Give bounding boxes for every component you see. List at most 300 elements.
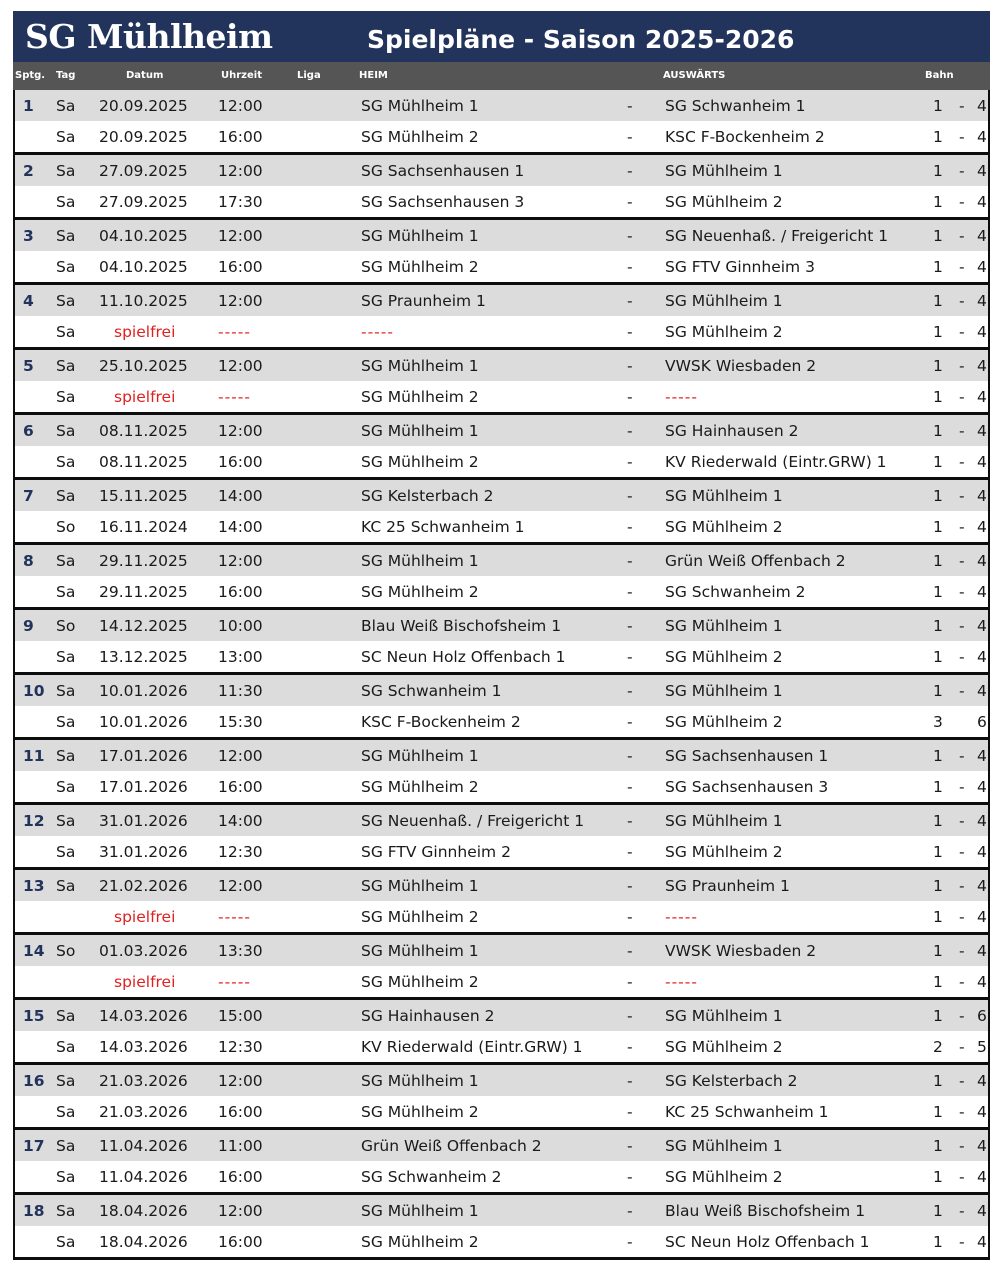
vs-separator: - bbox=[627, 388, 633, 406]
time: 16:00 bbox=[218, 1103, 263, 1121]
weekday: Sa bbox=[56, 682, 76, 700]
game-row bbox=[15, 1000, 988, 1031]
game-row bbox=[15, 870, 988, 901]
matchday-number: 2 bbox=[23, 162, 34, 180]
vs-separator: - bbox=[627, 778, 633, 796]
date: 18.04.2026 bbox=[99, 1233, 188, 1251]
time: 12:30 bbox=[218, 843, 263, 861]
date: 17.01.2026 bbox=[99, 778, 188, 796]
game-row bbox=[15, 350, 988, 381]
game-row bbox=[15, 121, 988, 152]
lane-separator: - bbox=[959, 877, 965, 895]
game-row bbox=[15, 706, 988, 737]
game-row bbox=[15, 285, 988, 316]
lane-separator: - bbox=[959, 1007, 965, 1025]
vs-separator: - bbox=[627, 1038, 633, 1056]
vs-separator: - bbox=[627, 1168, 633, 1186]
matchday-number: 6 bbox=[23, 422, 34, 440]
date: 31.01.2026 bbox=[99, 812, 188, 830]
away-team: ----- bbox=[665, 908, 698, 926]
weekday: Sa bbox=[56, 357, 76, 375]
vs-separator: - bbox=[627, 1103, 633, 1121]
weekday: So bbox=[56, 617, 76, 635]
matchday-number: 16 bbox=[23, 1072, 45, 1090]
away-team: SC Neun Holz Offenbach 1 bbox=[665, 1233, 870, 1251]
lane-separator: - bbox=[959, 227, 965, 245]
home-team: KC 25 Schwanheim 1 bbox=[361, 518, 525, 536]
lane-to: 4 bbox=[977, 942, 987, 960]
time: 12:00 bbox=[218, 162, 263, 180]
lane-from: 1 bbox=[933, 162, 943, 180]
matchday-block bbox=[13, 480, 990, 545]
lane-to: 4 bbox=[977, 1103, 987, 1121]
away-team: VWSK Wiesbaden 2 bbox=[665, 942, 817, 960]
game-row bbox=[15, 1226, 988, 1257]
matchday-block bbox=[13, 1065, 990, 1130]
vs-separator: - bbox=[627, 1202, 633, 1220]
away-team: SG Kelsterbach 2 bbox=[665, 1072, 798, 1090]
header-liga: Liga bbox=[297, 70, 321, 81]
home-team: KV Riederwald (Eintr.GRW) 1 bbox=[361, 1038, 583, 1056]
vs-separator: - bbox=[627, 908, 633, 926]
lane-to: 6 bbox=[977, 713, 987, 731]
game-row bbox=[15, 1130, 988, 1161]
time: 13:30 bbox=[218, 942, 263, 960]
weekday: Sa bbox=[56, 1007, 76, 1025]
home-team: SG Mühlheim 1 bbox=[361, 1072, 479, 1090]
weekday: Sa bbox=[56, 552, 76, 570]
time: 11:30 bbox=[218, 682, 263, 700]
time: 16:00 bbox=[218, 453, 263, 471]
lane-separator: - bbox=[959, 292, 965, 310]
game-row bbox=[15, 316, 988, 347]
header-uhrzeit: Uhrzeit bbox=[221, 70, 262, 81]
date: 29.11.2025 bbox=[99, 583, 188, 601]
lane-from: 1 bbox=[933, 617, 943, 635]
matchday-number: 15 bbox=[23, 1007, 45, 1025]
lane-separator: - bbox=[959, 128, 965, 146]
lane-separator: - bbox=[959, 552, 965, 570]
weekday: Sa bbox=[56, 258, 76, 276]
lane-from: 1 bbox=[933, 518, 943, 536]
lane-to: 4 bbox=[977, 908, 987, 926]
weekday: So bbox=[56, 518, 76, 536]
lane-from: 1 bbox=[933, 648, 943, 666]
matchday-block bbox=[13, 1130, 990, 1195]
lane-from: 2 bbox=[933, 1038, 943, 1056]
vs-separator: - bbox=[627, 292, 633, 310]
date: 13.12.2025 bbox=[99, 648, 188, 666]
away-team: ----- bbox=[665, 388, 698, 406]
weekday: Sa bbox=[56, 877, 76, 895]
lane-separator: - bbox=[959, 162, 965, 180]
date: 27.09.2025 bbox=[99, 193, 188, 211]
home-team: Grün Weiß Offenbach 2 bbox=[361, 1137, 542, 1155]
game-row bbox=[15, 545, 988, 576]
home-team: ----- bbox=[361, 323, 394, 341]
weekday: Sa bbox=[56, 812, 76, 830]
lane-from: 1 bbox=[933, 357, 943, 375]
time: 17:30 bbox=[218, 193, 263, 211]
home-team: SG Schwanheim 1 bbox=[361, 682, 502, 700]
time: 16:00 bbox=[218, 128, 263, 146]
time: ----- bbox=[218, 323, 251, 341]
weekday: Sa bbox=[56, 227, 76, 245]
time: 12:30 bbox=[218, 1038, 263, 1056]
game-row bbox=[15, 381, 988, 412]
lane-from: 1 bbox=[933, 1007, 943, 1025]
date: 27.09.2025 bbox=[99, 162, 188, 180]
time: 16:00 bbox=[218, 583, 263, 601]
lane-from: 1 bbox=[933, 1202, 943, 1220]
vs-separator: - bbox=[627, 487, 633, 505]
lane-from: 1 bbox=[933, 193, 943, 211]
home-team: SG Mühlheim 2 bbox=[361, 453, 479, 471]
lane-to: 4 bbox=[977, 648, 987, 666]
weekday: Sa bbox=[56, 1137, 76, 1155]
lane-from: 1 bbox=[933, 1072, 943, 1090]
lane-separator: - bbox=[959, 453, 965, 471]
header-bahn: Bahn bbox=[925, 70, 954, 81]
game-row bbox=[15, 836, 988, 867]
lane-separator: - bbox=[959, 973, 965, 991]
lane-to: 4 bbox=[977, 1072, 987, 1090]
lane-from: 1 bbox=[933, 747, 943, 765]
lane-from: 1 bbox=[933, 973, 943, 991]
away-team: SG Mühlheim 1 bbox=[665, 812, 783, 830]
lane-from: 1 bbox=[933, 942, 943, 960]
game-row bbox=[15, 901, 988, 932]
away-team: KC 25 Schwanheim 1 bbox=[665, 1103, 829, 1121]
matchday-block bbox=[13, 870, 990, 935]
lane-from: 1 bbox=[933, 1137, 943, 1155]
time: 16:00 bbox=[218, 1168, 263, 1186]
lane-to: 4 bbox=[977, 388, 987, 406]
home-team: SG FTV Ginnheim 2 bbox=[361, 843, 511, 861]
lane-separator: - bbox=[959, 487, 965, 505]
lane-from: 1 bbox=[933, 812, 943, 830]
lane-separator: - bbox=[959, 97, 965, 115]
time: 12:00 bbox=[218, 1202, 263, 1220]
lane-separator: - bbox=[959, 258, 965, 276]
weekday: Sa bbox=[56, 747, 76, 765]
lane-separator: - bbox=[959, 518, 965, 536]
weekday: Sa bbox=[56, 323, 76, 341]
lane-separator: - bbox=[959, 648, 965, 666]
date: 21.03.2026 bbox=[99, 1103, 188, 1121]
lane-separator: - bbox=[959, 422, 965, 440]
matchday-number: 1 bbox=[23, 97, 34, 115]
lane-separator: - bbox=[959, 388, 965, 406]
home-team: SG Schwanheim 2 bbox=[361, 1168, 502, 1186]
lane-from: 1 bbox=[933, 1103, 943, 1121]
vs-separator: - bbox=[627, 648, 633, 666]
lane-to: 4 bbox=[977, 487, 987, 505]
lane-to: 4 bbox=[977, 1202, 987, 1220]
lane-to: 4 bbox=[977, 258, 987, 276]
away-team: SG Schwanheim 1 bbox=[665, 97, 806, 115]
matchday-block bbox=[13, 805, 990, 870]
lane-separator: - bbox=[959, 843, 965, 861]
weekday: Sa bbox=[56, 583, 76, 601]
away-team: KV Riederwald (Eintr.GRW) 1 bbox=[665, 453, 887, 471]
home-team: SG Mühlheim 1 bbox=[361, 357, 479, 375]
header-heim: HEIM bbox=[359, 70, 388, 81]
time: 14:00 bbox=[218, 812, 263, 830]
home-team: SG Mühlheim 2 bbox=[361, 973, 479, 991]
date: 14.12.2025 bbox=[99, 617, 188, 635]
lane-separator: - bbox=[959, 942, 965, 960]
matchday-number: 10 bbox=[23, 682, 45, 700]
weekday: Sa bbox=[56, 193, 76, 211]
away-team: SG FTV Ginnheim 3 bbox=[665, 258, 815, 276]
away-team: SG Mühlheim 2 bbox=[665, 713, 783, 731]
date: 17.01.2026 bbox=[99, 747, 188, 765]
matchday-block bbox=[13, 545, 990, 610]
lane-separator: - bbox=[959, 1038, 965, 1056]
home-team: SG Mühlheim 2 bbox=[361, 583, 479, 601]
lane-from: 1 bbox=[933, 292, 943, 310]
weekday: Sa bbox=[56, 1072, 76, 1090]
away-team: SG Mühlheim 1 bbox=[665, 487, 783, 505]
away-team: VWSK Wiesbaden 2 bbox=[665, 357, 817, 375]
weekday: Sa bbox=[56, 713, 76, 731]
time: 12:00 bbox=[218, 422, 263, 440]
lane-from: 1 bbox=[933, 422, 943, 440]
vs-separator: - bbox=[627, 193, 633, 211]
home-team: SG Mühlheim 2 bbox=[361, 1233, 479, 1251]
lane-from: 1 bbox=[933, 778, 943, 796]
matchday-block bbox=[13, 740, 990, 805]
lane-to: 4 bbox=[977, 128, 987, 146]
lane-from: 1 bbox=[933, 227, 943, 245]
game-row bbox=[15, 155, 988, 186]
lane-to: 4 bbox=[977, 877, 987, 895]
schedule-sheet bbox=[13, 11, 990, 1260]
matchday-number: 14 bbox=[23, 942, 45, 960]
away-team: SG Mühlheim 2 bbox=[665, 843, 783, 861]
lane-from: 1 bbox=[933, 552, 943, 570]
lane-separator: - bbox=[959, 193, 965, 211]
date: 14.03.2026 bbox=[99, 1007, 188, 1025]
lane-to: 4 bbox=[977, 518, 987, 536]
time: 14:00 bbox=[218, 518, 263, 536]
date: 21.02.2026 bbox=[99, 877, 188, 895]
game-row bbox=[15, 771, 988, 802]
home-team: SG Mühlheim 2 bbox=[361, 1103, 479, 1121]
title-banner bbox=[13, 11, 990, 62]
home-team: SG Praunheim 1 bbox=[361, 292, 486, 310]
header-tag: Tag bbox=[56, 70, 76, 81]
date: 10.01.2026 bbox=[99, 682, 188, 700]
time: 14:00 bbox=[218, 487, 263, 505]
date: 11.10.2025 bbox=[99, 292, 188, 310]
vs-separator: - bbox=[627, 877, 633, 895]
vs-separator: - bbox=[627, 97, 633, 115]
away-team: SG Sachsenhausen 3 bbox=[665, 778, 829, 796]
time: ----- bbox=[218, 908, 251, 926]
matchday-number: 3 bbox=[23, 227, 34, 245]
date: 20.09.2025 bbox=[99, 128, 188, 146]
matchday-number: 12 bbox=[23, 812, 45, 830]
away-team: SG Mühlheim 1 bbox=[665, 292, 783, 310]
matchday-number: 5 bbox=[23, 357, 34, 375]
game-row bbox=[15, 805, 988, 836]
matchday-number: 4 bbox=[23, 292, 34, 310]
away-team: ----- bbox=[665, 973, 698, 991]
time: 12:00 bbox=[218, 227, 263, 245]
weekday: Sa bbox=[56, 1168, 76, 1186]
lane-from: 1 bbox=[933, 97, 943, 115]
matchday-number: 17 bbox=[23, 1137, 45, 1155]
home-team: SG Sachsenhausen 3 bbox=[361, 193, 525, 211]
lane-to: 4 bbox=[977, 323, 987, 341]
matchday-block bbox=[13, 285, 990, 350]
lane-to: 4 bbox=[977, 193, 987, 211]
matchday-block bbox=[13, 675, 990, 740]
date: 11.04.2026 bbox=[99, 1137, 188, 1155]
time: 15:00 bbox=[218, 1007, 263, 1025]
time: 12:00 bbox=[218, 97, 263, 115]
lane-to: 4 bbox=[977, 747, 987, 765]
game-row bbox=[15, 220, 988, 251]
home-team: SG Mühlheim 1 bbox=[361, 1202, 479, 1220]
matchday-block bbox=[13, 90, 990, 155]
date: spielfrei bbox=[114, 908, 176, 926]
lane-from: 1 bbox=[933, 843, 943, 861]
game-row bbox=[15, 186, 988, 217]
vs-separator: - bbox=[627, 323, 633, 341]
game-row bbox=[15, 415, 988, 446]
home-team: SG Mühlheim 2 bbox=[361, 258, 479, 276]
away-team: Blau Weiß Bischofsheim 1 bbox=[665, 1202, 866, 1220]
home-team: SG Mühlheim 1 bbox=[361, 552, 479, 570]
weekday: Sa bbox=[56, 128, 76, 146]
away-team: SG Mühlheim 2 bbox=[665, 323, 783, 341]
date: 04.10.2025 bbox=[99, 258, 188, 276]
date: 21.03.2026 bbox=[99, 1072, 188, 1090]
lane-separator: - bbox=[959, 1233, 965, 1251]
away-team: SG Praunheim 1 bbox=[665, 877, 790, 895]
time: 13:00 bbox=[218, 648, 263, 666]
away-team: SG Mühlheim 2 bbox=[665, 193, 783, 211]
header-datum: Datum bbox=[126, 70, 164, 81]
weekday: Sa bbox=[56, 453, 76, 471]
home-team: SG Hainhausen 2 bbox=[361, 1007, 495, 1025]
lane-separator: - bbox=[959, 1202, 965, 1220]
lane-separator: - bbox=[959, 812, 965, 830]
lane-to: 4 bbox=[977, 162, 987, 180]
away-team: SG Mühlheim 2 bbox=[665, 648, 783, 666]
time: 10:00 bbox=[218, 617, 263, 635]
matchday-block bbox=[13, 415, 990, 480]
vs-separator: - bbox=[627, 583, 633, 601]
lane-to: 4 bbox=[977, 552, 987, 570]
weekday: Sa bbox=[56, 292, 76, 310]
away-team: SG Mühlheim 1 bbox=[665, 682, 783, 700]
lane-to: 4 bbox=[977, 812, 987, 830]
home-team: Blau Weiß Bischofsheim 1 bbox=[361, 617, 562, 635]
date: 15.11.2025 bbox=[99, 487, 188, 505]
lane-to: 5 bbox=[977, 1038, 987, 1056]
vs-separator: - bbox=[627, 1007, 633, 1025]
weekday: Sa bbox=[56, 778, 76, 796]
time: 12:00 bbox=[218, 552, 263, 570]
home-team: SG Mühlheim 1 bbox=[361, 227, 479, 245]
time: 12:00 bbox=[218, 292, 263, 310]
lane-separator: - bbox=[959, 323, 965, 341]
away-team: Grün Weiß Offenbach 2 bbox=[665, 552, 846, 570]
matchday-number: 7 bbox=[23, 487, 34, 505]
time: 12:00 bbox=[218, 1072, 263, 1090]
lane-from: 1 bbox=[933, 877, 943, 895]
vs-separator: - bbox=[627, 617, 633, 635]
weekday: Sa bbox=[56, 1233, 76, 1251]
vs-separator: - bbox=[627, 518, 633, 536]
game-row bbox=[15, 90, 988, 121]
lane-to: 4 bbox=[977, 453, 987, 471]
date: 08.11.2025 bbox=[99, 422, 188, 440]
home-team: SG Kelsterbach 2 bbox=[361, 487, 494, 505]
date: 10.01.2026 bbox=[99, 713, 188, 731]
lane-to: 4 bbox=[977, 1168, 987, 1186]
season-title: Spielpläne - Saison 2025-2026 bbox=[367, 25, 795, 54]
matchday-block bbox=[13, 935, 990, 1000]
lane-to: 4 bbox=[977, 1137, 987, 1155]
away-team: SG Mühlheim 1 bbox=[665, 617, 783, 635]
matchday-number: 18 bbox=[23, 1202, 45, 1220]
lane-from: 1 bbox=[933, 323, 943, 341]
lane-from: 1 bbox=[933, 388, 943, 406]
home-team: KSC F-Bockenheim 2 bbox=[361, 713, 521, 731]
lane-to: 4 bbox=[977, 682, 987, 700]
home-team: SG Mühlheim 2 bbox=[361, 908, 479, 926]
date: 16.11.2024 bbox=[99, 518, 188, 536]
lane-to: 4 bbox=[977, 617, 987, 635]
vs-separator: - bbox=[627, 812, 633, 830]
weekday: Sa bbox=[56, 648, 76, 666]
away-team: KSC F-Bockenheim 2 bbox=[665, 128, 825, 146]
date: 08.11.2025 bbox=[99, 453, 188, 471]
away-team: SG Mühlheim 1 bbox=[665, 1007, 783, 1025]
vs-separator: - bbox=[627, 682, 633, 700]
matchday-block bbox=[13, 155, 990, 220]
lane-separator: - bbox=[959, 778, 965, 796]
vs-separator: - bbox=[627, 1072, 633, 1090]
lane-to: 4 bbox=[977, 843, 987, 861]
column-header-row bbox=[13, 62, 990, 90]
home-team: SG Neuenhaß. / Freigericht 1 bbox=[361, 812, 585, 830]
vs-separator: - bbox=[627, 747, 633, 765]
home-team: SC Neun Holz Offenbach 1 bbox=[361, 648, 566, 666]
date: 20.09.2025 bbox=[99, 97, 188, 115]
lane-to: 4 bbox=[977, 227, 987, 245]
vs-separator: - bbox=[627, 843, 633, 861]
lane-separator: - bbox=[959, 617, 965, 635]
away-team: SG Mühlheim 1 bbox=[665, 1137, 783, 1155]
time: 16:00 bbox=[218, 778, 263, 796]
time: 16:00 bbox=[218, 258, 263, 276]
time: ----- bbox=[218, 388, 251, 406]
club-name: SG Mühlheim bbox=[25, 17, 273, 56]
weekday: Sa bbox=[56, 97, 76, 115]
away-team: SG Mühlheim 2 bbox=[665, 1038, 783, 1056]
lane-from: 1 bbox=[933, 258, 943, 276]
time: 12:00 bbox=[218, 357, 263, 375]
game-row bbox=[15, 251, 988, 282]
time: 12:00 bbox=[218, 747, 263, 765]
lane-to: 6 bbox=[977, 1007, 987, 1025]
